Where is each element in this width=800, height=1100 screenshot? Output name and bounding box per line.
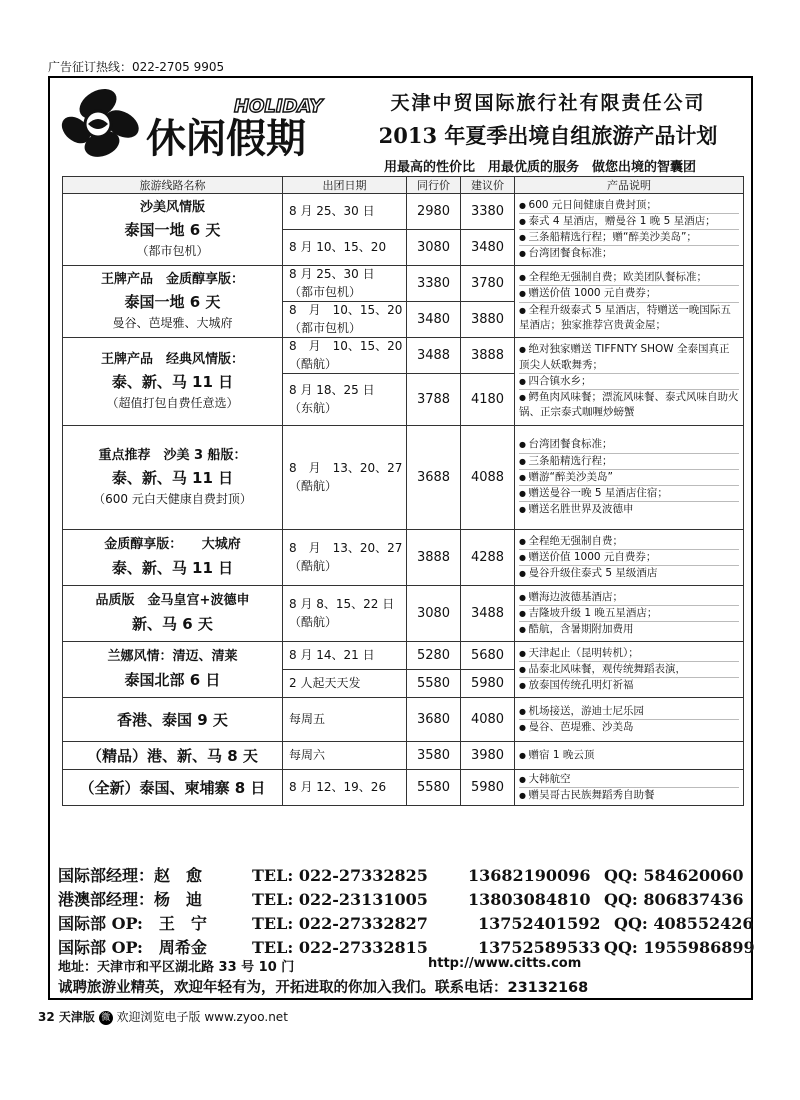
route-name-cell: [63, 642, 283, 698]
wechat-icon: 微: [99, 1011, 113, 1025]
recruit-notice: 诚聘旅游业精英，欢迎年轻有为，开拓进取的你加入我们。联系电话：23132168: [58, 980, 589, 996]
table-row: [63, 338, 744, 374]
departure-date: 每周五: [283, 698, 407, 742]
description-item: ● 600 元日间健康自费封顶；: [519, 198, 739, 214]
header-peer-price: 同行价: [407, 177, 461, 194]
logo-chinese-text: 休闲假期: [146, 115, 306, 162]
contact-qq: QQ: 806837436: [604, 890, 744, 909]
route-name-line: （都市包机）: [136, 244, 209, 259]
departure-date: 8 月 10、15、20 （酷航）: [283, 338, 407, 374]
header-description: 产品说明: [515, 177, 744, 194]
route-name-line: （600 元白天健康自费封顶）: [93, 492, 252, 507]
route-table: [62, 176, 744, 806]
header-date: 出团日期: [283, 177, 407, 194]
footer-text: 欢迎浏览电子版 www.zyoo.net: [116, 1010, 288, 1024]
table-row: [63, 426, 744, 530]
departure-date: 8 月 10、15、20 （都市包机）: [283, 302, 407, 338]
peer-price: 3380: [407, 266, 461, 302]
route-name-cell: [63, 266, 283, 338]
suggested-price: 5980: [461, 670, 515, 698]
description-item: ● 四合镇水乡；: [519, 374, 739, 390]
route-name-line: 香港、泰国 9 天: [117, 710, 228, 729]
departure-date: 8 月 25、30 日: [283, 194, 407, 230]
product-description: [515, 194, 744, 266]
description-item: ● 全程绝无强制自费；: [519, 534, 739, 550]
peer-price: 3688: [407, 426, 461, 530]
description-item: ● 赠送价值 1000 元自费券；: [519, 286, 739, 302]
suggested-price: 4080: [461, 698, 515, 742]
suggested-price: 5680: [461, 642, 515, 670]
departure-date: 8 月 12、19、26: [283, 770, 407, 806]
route-name-cell: [63, 742, 283, 770]
contact-row: [58, 888, 748, 912]
departure-date: 8 月 18、25 日 （东航）: [283, 374, 407, 426]
peer-price: 2980: [407, 194, 461, 230]
logo-english-text: HOLIDAY: [234, 96, 323, 117]
route-name-line: （超值打包自费任意选）: [106, 396, 239, 411]
route-name-cell: [63, 338, 283, 426]
route-name-line: 泰国北部 6 日: [124, 670, 221, 689]
contact-tel: TEL: 022-27332815: [252, 938, 428, 957]
product-description: [515, 426, 744, 530]
page-footer: [38, 1008, 288, 1025]
description-item: ● 曼谷、芭堤雅、沙美岛: [519, 720, 739, 735]
route-name-cell: [63, 770, 283, 806]
product-description: [515, 642, 744, 698]
table-row: [63, 698, 744, 742]
departure-date: 每周六: [283, 742, 407, 770]
contact-role: 国际部 OP: 周希金: [58, 938, 207, 957]
table-row: [63, 742, 744, 770]
suggested-price: 3980: [461, 742, 515, 770]
route-name-cell: [63, 530, 283, 586]
contact-qq: QQ: 1955986899: [604, 938, 755, 957]
departure-date: 8 月 13、20、27 （酷航）: [283, 530, 407, 586]
route-name-cell: [63, 698, 283, 742]
contact-tel: TEL: 022-23131005: [252, 890, 428, 909]
peer-price: 5580: [407, 770, 461, 806]
departure-date: 8 月 8、15、22 日 （酷航）: [283, 586, 407, 642]
peer-price: 3080: [407, 586, 461, 642]
contact-mobile: 13752589533: [478, 938, 601, 957]
contact-qq: QQ: 584620060: [604, 866, 744, 885]
header-route: 旅游线路名称: [63, 177, 283, 194]
route-name-cell: [63, 586, 283, 642]
route-name-cell: [63, 194, 283, 266]
flower-icon: [58, 83, 144, 162]
route-name-line: 沙美风情版: [139, 199, 205, 215]
product-description: [515, 770, 744, 806]
website-link[interactable]: http://www.citts.com: [428, 956, 582, 971]
description-item: ● 赠游“醉美沙美岛”: [519, 470, 739, 486]
peer-price: 3580: [407, 742, 461, 770]
address: 地址：天津市和平区湖北路 33 号 10 门: [58, 960, 295, 975]
route-name-line: 泰国一地 6 天: [124, 221, 221, 240]
table-row: [63, 530, 744, 586]
peer-price: 3680: [407, 698, 461, 742]
description-item: ● 赠送名胜世界及波德申: [519, 502, 739, 517]
description-item: ● 曼谷升级住泰式 5 星级酒店: [519, 566, 739, 581]
description-item: ● 赠送价值 1000 元自费券；: [519, 550, 739, 566]
description-item: ● 绝对独家赠送 TIFFNTY SHOW 全泰国真正顶尖人妖歌舞秀；: [519, 342, 739, 373]
description-item: ● 泰式 4 星酒店，赠曼谷 1 晚 5 星酒店；: [519, 214, 739, 230]
product-description: [515, 586, 744, 642]
departure-date: 2 人起天天发: [283, 670, 407, 698]
suggested-price: 4288: [461, 530, 515, 586]
suggested-price: 3488: [461, 586, 515, 642]
suggested-price: 4088: [461, 426, 515, 530]
ad-hotline: 广告征订热线：022-2705 9905: [48, 60, 225, 74]
contact-mobile: 13682190096: [468, 866, 591, 885]
description-item: ● 大韩航空: [519, 772, 739, 788]
contact-row: [58, 864, 748, 888]
contact-row: [58, 912, 754, 936]
route-name-line: 兰娜风情：清迈、清莱: [107, 649, 238, 665]
table-row: [63, 194, 744, 230]
route-name-line: （精品）港、新、马 8 天: [87, 746, 258, 765]
description-item: ● 吉隆坡升级 1 晚五星酒店；: [519, 606, 739, 622]
plan-title: 2013 年夏季出境自组旅游产品计划: [378, 123, 718, 148]
peer-price: 3480: [407, 302, 461, 338]
product-description: [515, 530, 744, 586]
suggested-price: 3880: [461, 302, 515, 338]
suggested-price: 5980: [461, 770, 515, 806]
table-header-row: [63, 177, 744, 194]
contact-mobile: 13752401592: [478, 914, 601, 933]
route-name-cell: [63, 426, 283, 530]
route-name-line: 重点推荐 沙美 3 船版：: [98, 447, 247, 463]
suggested-price: 3380: [461, 194, 515, 230]
peer-price: 5580: [407, 670, 461, 698]
description-item: ● 台湾团餐食标准；: [519, 246, 739, 261]
description-item: ● 三条船精选行程；赠“醉美沙美岛”；: [519, 230, 739, 246]
description-item: ● 全程升级泰式 5 星酒店，特赠送一晚国际五星酒店；独家推荐宫贵黄金屋；: [519, 303, 739, 333]
contact-role: 国际部经理：赵 愈: [58, 866, 203, 885]
product-description: [515, 742, 744, 770]
contact-role: 国际部 OP: 王 宁: [58, 914, 207, 933]
description-item: ● 赠吴哥古民族舞蹈秀自助餐: [519, 788, 739, 803]
departure-date: 8 月 25、30 日 （都市包机）: [283, 266, 407, 302]
route-name-line: 王牌产品 金质醇享版：: [100, 271, 244, 287]
company-name: 天津中贸国际旅行社有限责任公司: [390, 92, 706, 114]
description-item: ● 三条船精选行程；: [519, 454, 739, 470]
description-item: ● 鳄鱼肉风味餐；漂流风味餐、泰式风味自助火锅、正宗泰式咖喱炒螃蟹: [519, 390, 739, 420]
product-description: [515, 266, 744, 338]
route-name-line: 王牌产品 经典风情版：: [100, 351, 244, 367]
table-row: [63, 770, 744, 806]
contact-mobile: 13803084810: [468, 890, 591, 909]
route-name-line: 泰、新、马 11 日: [111, 373, 234, 392]
holiday-logo: [58, 82, 348, 166]
description-item: ● 天津起止（昆明转机）；: [519, 646, 739, 662]
peer-price: 3888: [407, 530, 461, 586]
suggested-price: 3888: [461, 338, 515, 374]
product-description: [515, 698, 744, 742]
contact-qq: QQ: 408552426: [614, 914, 754, 933]
route-name-line: 泰国一地 6 天: [124, 293, 221, 312]
route-name-line: 泰、新、马 11 日: [111, 469, 234, 488]
departure-date: 8 月 13、20、27 （酷航）: [283, 426, 407, 530]
suggested-price: 3780: [461, 266, 515, 302]
page-number: 32 天津版: [38, 1010, 95, 1024]
product-description: [515, 338, 744, 426]
suggested-price: 3480: [461, 230, 515, 266]
route-name-line: 曼谷、芭堤雅、大城府: [112, 316, 233, 331]
description-item: ● 赠送曼谷一晚 5 星酒店住宿；: [519, 486, 739, 502]
description-item: ● 酷航，含暑期附加费用: [519, 622, 739, 637]
contact-list: [58, 864, 755, 960]
contact-tel: TEL: 022-27332827: [252, 914, 428, 933]
route-name-line: 泰、新、马 11 日: [111, 558, 234, 577]
contact-role: 港澳部经理：杨 迪: [58, 890, 203, 909]
description-item: ● 全程绝无强制自费；欧美团队餐标准；: [519, 270, 739, 286]
peer-price: 3488: [407, 338, 461, 374]
contact-tel: TEL: 022-27332825: [252, 866, 428, 885]
table-row: [63, 642, 744, 670]
departure-date: 8 月 14、21 日: [283, 642, 407, 670]
description-item: ● 放泰国传统孔明灯祈福: [519, 678, 739, 693]
header-suggested-price: 建议价: [461, 177, 515, 194]
departure-date: 8 月 10、15、20: [283, 230, 407, 266]
route-name-line: 品质版 金马皇宫+波德申: [95, 593, 250, 609]
slogan: 用最高的性价比 用最优质的服务 做您出境的智囊团: [383, 160, 696, 175]
suggested-price: 4180: [461, 374, 515, 426]
route-name-line: （全新）泰国、柬埔寨 8 日: [79, 778, 266, 797]
description-item: ● 机场接送，游迪士尼乐园: [519, 704, 739, 720]
description-item: ● 赠海边波德基酒店；: [519, 590, 739, 606]
peer-price: 5280: [407, 642, 461, 670]
description-item: ● 赠宿 1 晚云顶: [519, 748, 739, 763]
peer-price: 3080: [407, 230, 461, 266]
description-item: ● 品泰北风味餐，观传统舞蹈表演，: [519, 662, 739, 678]
description-item: ● 台湾团餐食标准；: [519, 437, 739, 453]
table-row: [63, 266, 744, 302]
peer-price: 3788: [407, 374, 461, 426]
route-name-line: 金质醇享版： 大城府: [104, 537, 241, 553]
table-row: [63, 586, 744, 642]
route-name-line: 新、马 6 天: [132, 614, 213, 633]
